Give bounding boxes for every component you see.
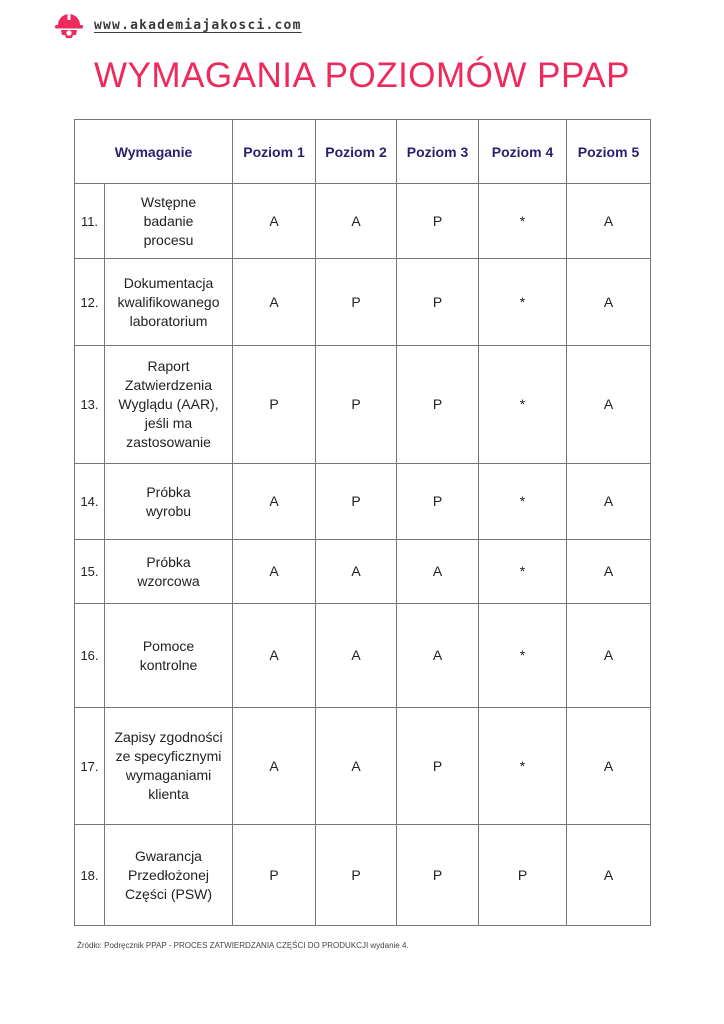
header-level-3: Poziom 3	[397, 120, 479, 184]
table-row	[75, 825, 651, 926]
level-5-value: A	[567, 708, 651, 825]
header-level-1: Poziom 1	[233, 120, 316, 184]
level-1-value: P	[233, 825, 316, 926]
level-1-value: A	[233, 604, 316, 708]
level-2-value: P	[316, 346, 397, 464]
level-1-value: P	[233, 346, 316, 464]
level-4-value: P	[479, 825, 567, 926]
header-level-2: Poziom 2	[316, 120, 397, 184]
helmet-gear-icon	[52, 8, 86, 42]
table-header-row	[75, 120, 651, 184]
row-number: 17.	[75, 708, 105, 825]
header-level-4: Poziom 4	[479, 120, 567, 184]
requirement-label: Próbka wzorcowa	[105, 540, 233, 604]
level-5-value: A	[567, 604, 651, 708]
level-3-value: P	[397, 346, 479, 464]
requirements-table	[74, 119, 651, 926]
level-1-value: A	[233, 259, 316, 346]
level-4-value: *	[479, 184, 567, 259]
level-3-value: P	[397, 708, 479, 825]
requirement-label: Próbka wyrobu	[105, 464, 233, 540]
level-1-value: A	[233, 708, 316, 825]
level-5-value: A	[567, 540, 651, 604]
site-link[interactable]: www.akademiajakosci.com	[94, 17, 302, 33]
level-2-value: A	[316, 604, 397, 708]
row-number: 18.	[75, 825, 105, 926]
level-2-value: A	[316, 708, 397, 825]
level-2-value: A	[316, 184, 397, 259]
level-3-value: P	[397, 184, 479, 259]
page-title: WYMAGANIA POZIOMÓW PPAP	[94, 56, 630, 95]
level-4-value: *	[479, 604, 567, 708]
header-level-5: Poziom 5	[567, 120, 651, 184]
level-3-value: P	[397, 825, 479, 926]
header	[52, 8, 302, 42]
level-3-value: P	[397, 464, 479, 540]
level-1-value: A	[233, 540, 316, 604]
level-5-value: A	[567, 259, 651, 346]
requirement-label: Pomoce kontrolne	[105, 604, 233, 708]
requirement-label: Raport Zatwierdzenia Wyglądu (AAR), jeśli ma zastosowanie	[105, 346, 233, 464]
row-number: 12.	[75, 259, 105, 346]
header-requirement: Wymaganie	[75, 120, 233, 184]
level-4-value: *	[479, 708, 567, 825]
level-3-value: A	[397, 540, 479, 604]
level-5-value: A	[567, 184, 651, 259]
level-1-value: A	[233, 184, 316, 259]
table-row	[75, 708, 651, 825]
table-row	[75, 346, 651, 464]
level-3-value: P	[397, 259, 479, 346]
row-number: 16.	[75, 604, 105, 708]
table-row	[75, 259, 651, 346]
level-4-value: *	[479, 540, 567, 604]
level-4-value: *	[479, 259, 567, 346]
level-1-value: A	[233, 464, 316, 540]
level-5-value: A	[567, 825, 651, 926]
level-2-value: P	[316, 464, 397, 540]
source-note: Źródło: Podręcznik PPAP - PROCES ZATWIERDZANIA CZĘŚCI DO PRODUKCJI wydanie 4.	[77, 941, 409, 950]
table-row	[75, 540, 651, 604]
row-number: 13.	[75, 346, 105, 464]
requirement-label: Gwarancja Przedłożonej Części (PSW)	[105, 825, 233, 926]
level-2-value: P	[316, 259, 397, 346]
requirement-label: Dokumentacja kwalifikowanego laboratorium	[105, 259, 233, 346]
row-number: 11.	[75, 184, 105, 259]
level-4-value: *	[479, 346, 567, 464]
table-row	[75, 604, 651, 708]
table-row	[75, 184, 651, 259]
level-3-value: A	[397, 604, 479, 708]
row-number: 15.	[75, 540, 105, 604]
requirement-label: Zapisy zgodności ze specyficznymi wymaganiami klienta	[105, 708, 233, 825]
level-2-value: P	[316, 825, 397, 926]
level-2-value: A	[316, 540, 397, 604]
table-row	[75, 464, 651, 540]
row-number: 14.	[75, 464, 105, 540]
level-5-value: A	[567, 346, 651, 464]
level-4-value: *	[479, 464, 567, 540]
requirement-label: Wstępne badanie procesu	[105, 184, 233, 259]
level-5-value: A	[567, 464, 651, 540]
